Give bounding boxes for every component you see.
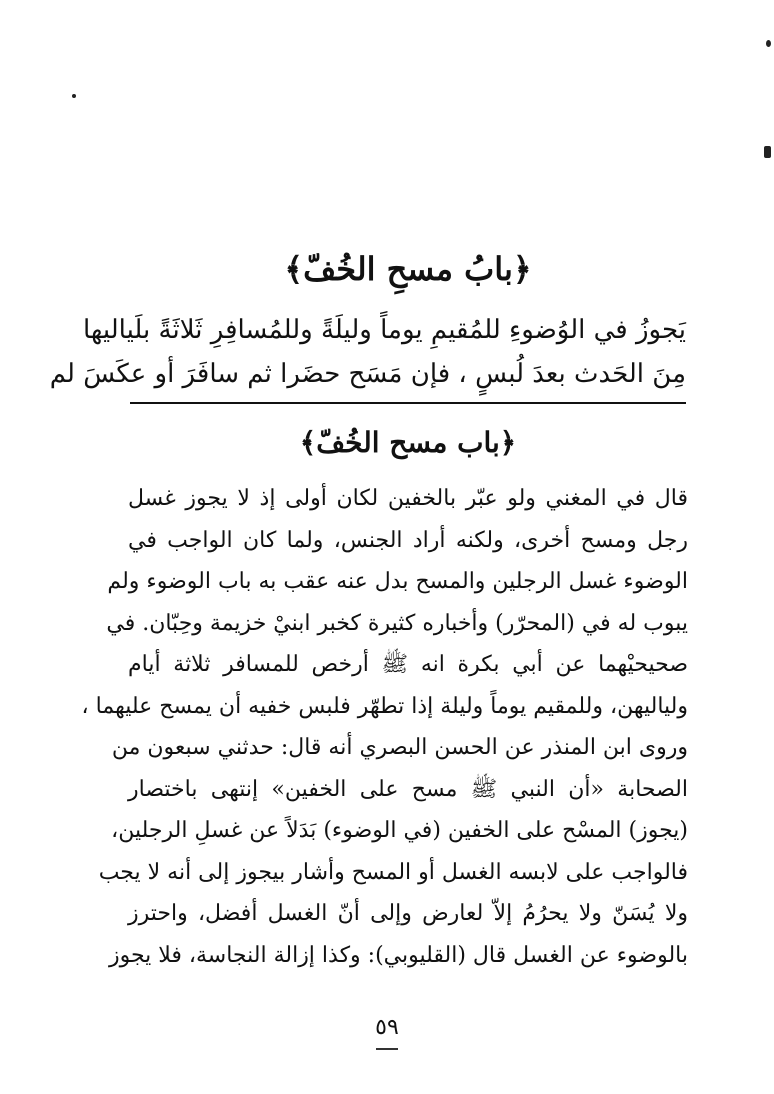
commentary-title: ﴿باب مسح الخُفّ﴾: [299, 426, 517, 459]
matn-line: يَجوزُ في الوُضوءِ للمُقيمِ يوماً وليلَةً وللمُسافِرِ ثَلاثَةً بلَياليها: [82, 315, 686, 345]
commentary-line: الصحابة «أن النبي ﷺ مسح على الخفين» إنتهى باختصار: [128, 776, 688, 802]
scan-speck: [764, 146, 771, 158]
commentary-line: بالوضوء عن الغسل قال (القليوبي): وكذا إزالة النجاسة، فلا يجوز: [108, 942, 688, 968]
scan-speck: [72, 94, 76, 98]
matn-line: مِنَ الحَدث بعدَ لُبسٍ ، فإن مَسَح حضَرا ثم سافَرَ أو عكَسَ لم: [49, 359, 686, 389]
commentary-line: يبوب له في (المحرّر) وأخباره كثيرة كخبر ابنيْ خزيمة وحِبّان. في: [106, 610, 688, 636]
page-number: ٥٩: [375, 1015, 399, 1040]
matn-text: [49, 308, 686, 396]
scan-speck: [766, 40, 771, 47]
separator-rule: [130, 402, 686, 404]
commentary-line: الوضوء غسل الرجلين والمسح بدل عنه عقب به باب الوضوء ولم: [107, 569, 688, 594]
commentary-line: رجل ومسح أخرى، ولكنه أراد الجنس، ولما كان الواجب في: [128, 527, 688, 553]
commentary-line: ولا يُسَنّ ولا يحرُمُ إلاّ لعارض وإلى أنّ الغسل أفضل، واحترز: [128, 901, 688, 926]
commentary-text: [81, 478, 688, 976]
commentary-line: فالواجب على لابسه الغسل أو المسح وأشار بيجوز إلى أنه لا يجب: [98, 859, 688, 885]
commentary-line: قال في المغني ولو عبّر بالخفين لكان أولى إذ لا يجوز غسل: [128, 486, 688, 511]
commentary-line: وروى ابن المنذر عن الحسن البصري أنه قال: حدثني سبعون من: [111, 735, 688, 760]
commentary-line: ولياليهن، وللمقيم يوماً وليلة إذا تطهّر فلبس خفيه أن يمسح عليهما ،: [81, 693, 688, 719]
commentary-line: صحيحيْهما عن أبي بكرة انه ﷺ أرخص للمسافر ثلاثة أيام: [128, 652, 688, 677]
chapter-title: ﴿بابُ مسحِ الخُفّ﴾: [284, 250, 532, 288]
commentary-line: (يجوز) المسْح على الخفين (في الوضوء) بَدَلاً عن غسلِ الرجلين،: [111, 818, 688, 843]
page-number-dash: [376, 1048, 398, 1050]
